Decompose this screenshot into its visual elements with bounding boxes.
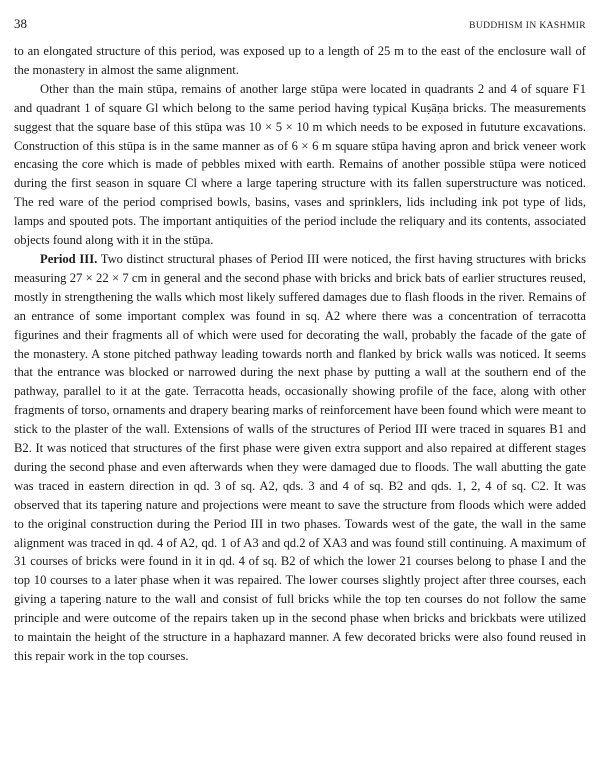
running-title: BUDDHISM IN KASHMIR [469, 21, 586, 31]
running-header [14, 16, 586, 32]
paragraph-period-three [14, 250, 586, 666]
paragraph-stupa-remains: Other than the main stūpa, remains of another large stūpa were located in quadrants 2 and 4 of square F1 and quadrant 1 of square Gl which belong to the same period having typical Kuṣāṇa bricks. The measurements suggest that the square base of this stūpa was 10 × 5 × 10 m which needs to be exposed in fututure excavations. Construction of this stūpa is in the same manner as of 6 × 6 m square stūpa having apron and brick veneer work encasing the core which is made of pebbles mixed with earth. Remains of another possible stūpa were noticed during the first season in square Cl where a large tapering structure with its fallen superstructure was noticed. The red ware of the period comprised bowls, basins, vases and sprinklers, lids including ink pot type of lids, lamps and spouted pots. The important antiquities of the period include the reliquary and its contents, associated objects found along with it in the stūpa. [14, 81, 586, 248]
paragraph-continuation: to an elongated structure of this period, was exposed up to a length of 25 m to the east of the enclosure wall of the monastery in almost the same alignment. [14, 44, 586, 77]
page-number: 38 [14, 16, 27, 31]
period-three-heading: Period III. [40, 251, 98, 266]
period-three-text: Two distinct structural phases of Period III were noticed, the first having structures with bricks measuring 27 × 22 × 7 cm in general and the second phase with bricks and brick bats of earlier structures reused, mostly in strengthening the walls which most likely suffered damages due to flash floods in the river. Remains of an entrance of some important complex was found in sq. A2 where there was a concentration of terracotta figurines and their fragments all of which were used for decorating the wall, probably the facade of the gate of the monastery. A stone pitched pathway leading towards north and flanked by brick walls was noticed. It seems that the entrance was blocked or narrowed during the next phase by putting a wall at the southern end of the pathway, parallel to it at the gate. Terracotta heads, occasionally showing profile of the face, along with other fragments of torso, ornaments and drapery bearing marks of reinforcement have been found which were meant to stick to the plaster of the wall. Extensions of walls of the structures of Period III were traced in squares B1 and B2. It was noticed that structures of the first phase were given extra support and also repaired at different stages during the second phase and even afterwards when they were damaged due to floods. The wall abutting the gate was traced in eastern direction in qd. 3 of sq. A2, qds. 3 and 4 of sq. B2 and qds. 1, 2, 4 of sq. C2. It was observed that its tapering nature and projections were meant to save the structure from floods which were added to the original construction during the Period III in two phases. Towards west of the gate, the wall in the same alignment was traced in qd. 4 of A2, qd. 1 of A3 and qd.2 of XA3 and was found still continuing. A maximum of 31 courses of bricks were found in it in qd. 4 of sq. B2 of which the lower 21 courses belong to phase I and the top 10 courses to a later phase when it was repaired. The lower courses slightly project after three courses, each giving a tapering nature to the wall and consist of full bricks while the top ten courses do not follow the same principle and were outcome of the repairs taken up in the second phase when bricks and brickbats were utilized to maintain the height of the structure in a haphazard manner. A few decorated bricks were also found reused in this repair work in the top courses. [14, 251, 586, 663]
